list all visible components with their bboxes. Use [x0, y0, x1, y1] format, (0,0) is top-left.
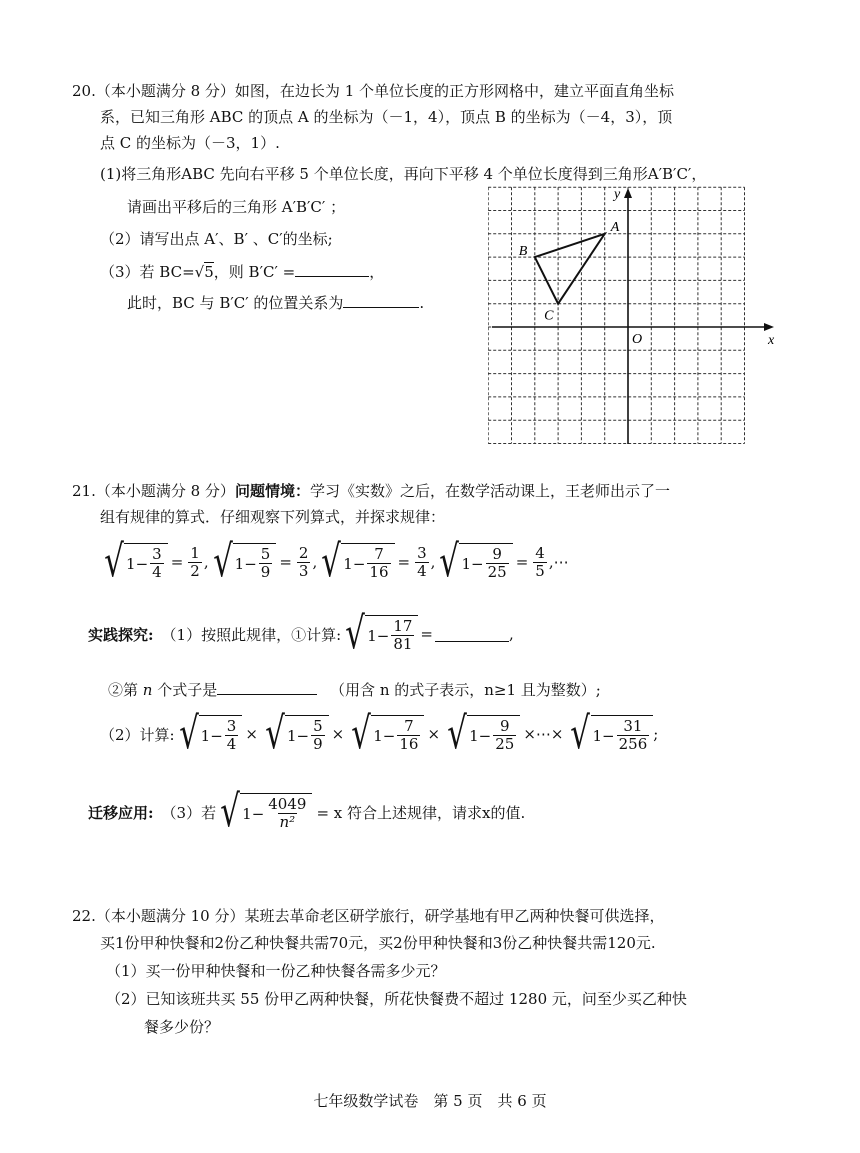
- calc-radical: √ 1 − $\frac{17}{81}$: [341, 612, 418, 656]
- product-radical-4-fraction-denominator: 25: [495, 735, 515, 753]
- q21-apply-line: [88, 786, 526, 837]
- product-radical-2-fraction: [311, 718, 325, 753]
- x-axis-arrow: [764, 323, 774, 331]
- radical-one: 1: [286, 726, 297, 745]
- q22-part2-line1: （2）已知该班共买 55 份甲乙两种快餐，所花快餐费不超过 1280 元，问至少买乙种快: [106, 990, 687, 1008]
- example-radical-3: √ 1 − $\frac{7}{16}$: [317, 540, 394, 584]
- q21-line1-rest: 学习《实数》之后，在数学活动课上，王老师出示了一: [309, 482, 670, 500]
- example-radical-3-fraction-numerator: 7: [374, 545, 384, 563]
- q22-line2: 买1份甲种快餐和2份乙种快餐共需70元，买2份甲种快餐和3份乙种快餐共需120元.: [100, 934, 656, 952]
- product-radical-4-fraction: [493, 718, 516, 753]
- vertex-label-b: B: [518, 244, 528, 260]
- product-radical-3-fraction-numerator: 7: [404, 717, 414, 735]
- q20-line1: 20.（本小题满分 8 分）如图，在边长为 1 个单位长度的正方形网格中，建立平面直角坐标: [72, 82, 675, 100]
- practice-2-mid: 个式子是: [157, 681, 218, 699]
- radical-one: 1: [373, 726, 383, 745]
- product-radical-last-fraction-numerator: 31: [623, 717, 643, 735]
- q22-part2-line2: 餐多少份？: [144, 1018, 220, 1036]
- q20-part3-pre: （3）若 BC=: [100, 263, 195, 281]
- product-radical-4: √ 1 − $\frac{9}{25}$: [443, 712, 520, 756]
- product-radical-1-fraction: [225, 718, 239, 753]
- apply-radical: √ 1 − $\frac{4049}{\text{n²}}$: [216, 790, 312, 834]
- q20-part3-line2: [127, 292, 424, 313]
- example-radical-4: √ 1 − $\frac{9}{25}$: [435, 540, 512, 584]
- example-radical-1-fraction-denominator: 4: [152, 563, 162, 581]
- q21-line2: 组有规律的算式．仔细观察下列算式，并探求规律：: [100, 508, 446, 526]
- example-result-3-denominator: 4: [417, 561, 427, 580]
- q20-part2: （2）请写出点 A′、B′ 、C′的坐标;: [100, 230, 333, 248]
- y-axis-arrow: [624, 188, 632, 198]
- example-result-2-numerator: 2: [298, 543, 309, 562]
- example-radical-4-fraction-denominator: 25: [487, 563, 507, 581]
- answer-blank[interactable]: [217, 680, 317, 695]
- q20-line3: 点 C 的坐标为（－3，1）.: [100, 134, 280, 152]
- product-radical-1-fraction-numerator: 3: [226, 717, 237, 735]
- q20-part3b-pre: 此时，BC 与 B′C′ 的位置关系为: [127, 294, 344, 312]
- q20-part3b-end: .: [419, 294, 425, 312]
- example-radical-2-fraction: [259, 546, 273, 581]
- examples-ellipsis: ,⋯: [548, 553, 569, 571]
- x-axis-label: x: [768, 333, 775, 348]
- y-axis-label: y: [614, 187, 621, 202]
- product-radical-3-fraction-denominator: 16: [399, 735, 419, 753]
- q21-problem-label: 问题情境：: [234, 482, 310, 500]
- radical-one: 1: [469, 726, 479, 745]
- q20-part3-end: ，: [369, 263, 385, 281]
- q21-number: 21.（本小题满分 8 分）: [72, 482, 235, 500]
- apply-pre: （3）若: [161, 803, 217, 822]
- radical-one: 1: [234, 554, 245, 573]
- vertex-label-a: A: [610, 219, 620, 235]
- apply-label: 迁移应用:: [88, 803, 154, 822]
- radical-one: 1: [461, 554, 472, 573]
- product-radical-3-fraction: [397, 718, 420, 753]
- apply-numerator: 4049: [268, 795, 307, 813]
- product-radical-last: √ 1 − $\frac{31}{256}$: [566, 712, 653, 756]
- product-radical-4-fraction-numerator: 9: [499, 717, 510, 735]
- example-result-2: [297, 545, 311, 580]
- product-radical-last-fraction-denominator: 256: [618, 735, 648, 753]
- practice-2-end: （用含 n 的式子表示，n≥1 且为整数）;: [330, 681, 601, 699]
- calc-numerator: 17: [393, 617, 413, 635]
- example-radical-1: √ 1 − $\frac{3}{4}$: [100, 540, 168, 584]
- product-radical-2: √ 1 − $\frac{5}{9}$: [261, 712, 329, 756]
- vertex-label-c: C: [544, 308, 554, 324]
- q22-part1: （1）买一份甲种快餐和一份乙种快餐各需多少元？: [106, 962, 446, 980]
- q20-part3-line1: [100, 261, 384, 282]
- practice-part1: （1）按照此规律，①计算:: [161, 625, 342, 644]
- product-radical-2-fraction-numerator: 5: [313, 717, 323, 735]
- triangle-abc: [535, 234, 605, 304]
- calc-denominator: 81: [393, 635, 413, 653]
- example-result-4: [533, 545, 547, 580]
- radical-one: 1: [343, 554, 353, 573]
- radical-one: 1: [592, 726, 603, 745]
- answer-blank[interactable]: [295, 262, 369, 277]
- radical-one: 1: [126, 554, 136, 573]
- practice-2-n: n: [142, 681, 153, 699]
- q21-product: （2）计算: √ 1 − $\frac{3}{4}$ × √ 1 − $\frac{5}{9}$ × √ 1 − $\frac{7}{16}$ × √ 1 − $\frac{9}{25}$ ×⋯× √ 1 − $\frac{31}{256}$ ;: [100, 708, 659, 759]
- calc-one: 1: [367, 626, 377, 645]
- answer-blank[interactable]: [435, 627, 509, 642]
- example-radical-3-fraction-denominator: 16: [369, 563, 389, 581]
- product-radical-1: √ 1 − $\frac{3}{4}$: [175, 712, 243, 756]
- example-result-1-numerator: 1: [190, 543, 200, 562]
- q22-line1: 22.（本小题满分 10 分）某班去革命老区研学旅行，研学基地有甲乙两种快餐可供选择，: [72, 907, 665, 925]
- q21-examples: √ 1 − $\frac{3}{4}$ = $\frac{1}{2}$ , √ 1 − $\frac{5}{9}$ = $\frac{2}{3}$ , √ 1 − $\frac{7}{16}$ = $\frac{3}{4}$ , √ 1 − $\frac{9}{25}$ = $\frac{4}{5}$ ,⋯: [100, 540, 569, 584]
- example-radical-2: √ 1 − $\frac{5}{9}$: [209, 540, 277, 584]
- product-ellipsis: ×⋯×: [523, 725, 564, 743]
- part2-label: （2）计算:: [100, 725, 175, 744]
- q21-practice-2: [108, 679, 601, 700]
- sqrt-symbol: √: [194, 263, 205, 281]
- product-radical-1-fraction-denominator: 4: [226, 735, 237, 753]
- practice-label: 实践探究:: [88, 625, 154, 644]
- page-footer: 七年级数学试卷 第 5 页 共 6 页: [313, 1092, 547, 1110]
- example-result-3: [415, 545, 429, 580]
- product-radical-last-fraction: [617, 718, 650, 753]
- q20-sqrt-value: 5: [204, 263, 214, 281]
- answer-blank[interactable]: [343, 293, 419, 308]
- example-radical-4-fraction: [486, 546, 509, 581]
- example-radical-2-fraction-denominator: 9: [260, 563, 271, 581]
- product-radical-3: √ 1 − $\frac{7}{16}$: [347, 712, 424, 756]
- q20-part1-line2: 请画出平移后的三角形 A′B′C′ ；: [127, 198, 346, 216]
- apply-rest: = x 符合上述规律，请求x的值.: [316, 803, 526, 822]
- product-radical-2-fraction-denominator: 9: [313, 735, 323, 753]
- q20-part3-mid: ，则 B′C′ =: [213, 263, 296, 281]
- example-radical-4-fraction-numerator: 9: [492, 545, 502, 563]
- q20-part1-line1: (1)将三角形ABC 先向右平移 5 个单位长度，再向下平移 4 个单位长度得到三角形A′B′C′，: [100, 165, 707, 183]
- q21-line1: [72, 480, 670, 501]
- example-radical-3-fraction: [367, 546, 390, 581]
- example-radical-1-fraction-numerator: 3: [152, 545, 162, 563]
- apply-denominator: n²: [279, 813, 296, 831]
- practice-2-pre: ②第: [108, 681, 139, 699]
- q20-line2: 系，已知三角形 ABC 的顶点 A 的坐标为（－1，4），顶点 B 的坐标为（－4，3），顶: [100, 108, 673, 126]
- example-result-1-denominator: 2: [190, 561, 200, 580]
- example-radical-2-fraction-numerator: 5: [260, 545, 271, 563]
- coordinate-grid: [488, 182, 788, 452]
- example-result-1: [188, 545, 202, 580]
- apply-one: 1: [242, 804, 252, 823]
- example-radical-1-fraction: [150, 546, 164, 581]
- example-result-4-denominator: 5: [535, 561, 545, 580]
- q21-practice-line: 实践探究: （1）按照此规律，①计算: √ 1 − $\frac{17}{81}$ = ,: [88, 608, 514, 659]
- origin-label: O: [632, 332, 643, 347]
- radical-one: 1: [200, 726, 211, 745]
- example-result-3-numerator: 3: [417, 543, 427, 562]
- example-result-4-numerator: 4: [535, 543, 545, 562]
- example-result-2-denominator: 3: [298, 561, 309, 580]
